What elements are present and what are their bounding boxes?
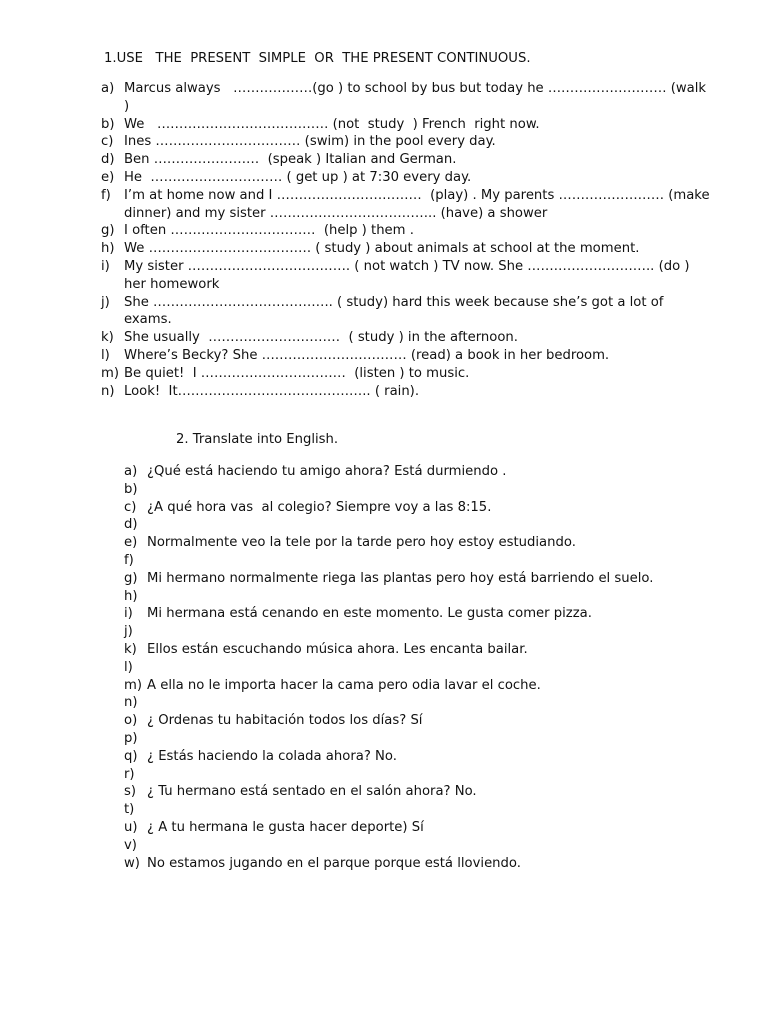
exercise-2-item [124, 694, 724, 712]
exercise-2-item [124, 534, 724, 552]
item-letter: j) [124, 624, 133, 640]
exercise-1-title: 1.USE THE PRESENT SIMPLE OR THE PRESENT CONTINUOUS. [104, 51, 531, 66]
item-text [147, 481, 724, 499]
item-letter: d) [101, 152, 115, 168]
item-text: Ines …………………………… (swim) in the pool every day. [124, 134, 496, 150]
item-text: She usually ………………………… ( study ) in the afternoon. [124, 330, 518, 346]
item-text [147, 766, 724, 784]
exercise-2-item [124, 641, 724, 659]
item-letter: l) [101, 347, 110, 363]
exercise-2-item [124, 570, 724, 588]
item-letter: c) [124, 499, 137, 515]
item-text: No estamos jugando en el parque porque está lloviendo. [147, 855, 521, 871]
item-text [147, 837, 724, 855]
exercise-1-item [101, 222, 713, 240]
item-text: ¿ Ordenas tu habitación todos los días? Sí [147, 713, 423, 729]
item-letter: g) [101, 223, 115, 239]
item-text [147, 588, 724, 606]
item-text: We ………………………………… (not study ) French right now. [124, 116, 540, 132]
item-letter: o) [124, 713, 138, 729]
exercise-2-item [124, 552, 724, 570]
item-letter: f) [124, 552, 134, 568]
item-text [147, 659, 724, 677]
item-text [147, 694, 724, 712]
exercise-1-item [101, 169, 713, 187]
exercise-1-item [101, 365, 713, 383]
exercise-1-item [101, 151, 713, 169]
item-letter: f) [101, 187, 111, 203]
item-letter: h) [101, 241, 115, 257]
exercise-2-item [124, 463, 724, 481]
exercise-1-item [101, 347, 713, 365]
exercise-2-item [124, 837, 724, 855]
item-letter: q) [124, 748, 138, 764]
exercise-2-title: 2. Translate into English. [176, 432, 339, 447]
item-text: ¿Qué está haciendo tu amigo ahora? Está durmiendo . [147, 464, 507, 479]
exercise-2-item [124, 748, 724, 766]
item-letter: i) [124, 606, 133, 622]
exercise-1-item [101, 133, 713, 151]
item-letter: j) [101, 294, 110, 310]
exercise-2-item [124, 783, 724, 801]
exercise-1-item [101, 80, 713, 116]
item-letter: v) [124, 837, 137, 853]
exercise-2-item [124, 801, 724, 819]
item-letter: l) [124, 659, 133, 675]
item-letter: g) [124, 570, 138, 586]
item-text: Look! It…………………………………….. ( rain). [124, 383, 420, 399]
exercise-2-item [124, 712, 724, 730]
exercise-2-item [124, 855, 724, 873]
item-letter: h) [124, 588, 138, 604]
item-text [147, 801, 724, 819]
exercise-1-item [101, 187, 713, 223]
exercise-2-item [124, 481, 724, 499]
item-letter: a) [101, 81, 115, 96]
item-text: She ………………………………….. ( study) hard this week because she’s got a lot of exams. [124, 294, 668, 328]
item-letter: a) [124, 464, 138, 479]
exercise-2-item [124, 766, 724, 784]
item-letter: t) [124, 802, 135, 818]
exercise-1-item [101, 116, 713, 134]
item-text: Be quiet! I …………………………… (listen ) to music. [124, 365, 470, 381]
item-letter: m) [101, 365, 119, 381]
item-text [147, 623, 724, 641]
exercise-2-item [124, 623, 724, 641]
exercise-2-item [124, 588, 724, 606]
item-letter: n) [101, 383, 115, 399]
item-text: ¿ Estás haciendo la colada ahora? No. [147, 748, 397, 764]
item-letter: k) [124, 641, 137, 657]
item-text: Ben …………………… (speak ) Italian and German. [124, 152, 457, 168]
item-letter: n) [124, 695, 138, 711]
item-letter: s) [124, 784, 137, 800]
item-text: Where’s Becky? She …………………………… (read) a book in her bedroom. [124, 347, 610, 363]
exercise-2-item [124, 819, 724, 837]
item-letter: w) [124, 855, 140, 871]
exercise-2-item [124, 516, 724, 534]
item-text: I often …………………………… (help ) them . [124, 223, 414, 239]
exercise-2-item [124, 499, 724, 517]
item-text: He ………………………… ( get up ) at 7:30 every day. [124, 169, 472, 185]
exercise-2-item [124, 605, 724, 623]
item-letter: b) [101, 116, 115, 132]
exercise-2-list [124, 463, 724, 872]
item-text: ¿ Tu hermano está sentado en el salón ahora? No. [147, 784, 477, 800]
exercise-1-list [101, 80, 713, 400]
exercise-1-item [101, 258, 713, 294]
item-text: My sister ………………………………. ( not watch ) TV now. She ……………………….. (do ) her homework [124, 258, 694, 292]
exercise-1-item [101, 240, 713, 258]
item-text: Marcus always ………………(go ) to school by bus but today he ……………………… (walk ) [124, 81, 715, 114]
exercise-1-item [101, 383, 713, 401]
item-text: A ella no le importa hacer la cama pero odia lavar el coche. [147, 677, 541, 693]
item-text: Ellos están escuchando música ahora. Les encanta bailar. [147, 641, 528, 657]
item-text: Mi hermano normalmente riega las plantas pero hoy está barriendo el suelo. [147, 570, 654, 586]
exercise-2-item [124, 730, 724, 748]
item-letter: p) [124, 730, 138, 746]
item-text: ¿ A tu hermana le gusta hacer deporte) Sí [147, 819, 424, 835]
exercise-2-item [124, 659, 724, 677]
item-letter: m) [124, 677, 142, 693]
item-text: Normalmente veo la tele por la tarde pero hoy estoy estudiando. [147, 535, 576, 551]
item-letter: r) [124, 766, 135, 782]
item-letter: e) [124, 535, 138, 551]
exercise-2-item [124, 677, 724, 695]
item-letter: b) [124, 481, 138, 497]
item-text: We ………………………………. ( study ) about animals at school at the moment. [124, 241, 640, 257]
item-text: I’m at home now and I …………………………… (play) . My parents …………………… (make dinner) and my sister ……………………………….. (have) a shower [124, 187, 714, 221]
exercise-1-item [101, 329, 713, 347]
item-text: ¿A qué hora vas al colegio? Siempre voy a las 8:15. [147, 499, 492, 515]
item-letter: c) [101, 134, 114, 150]
item-text [147, 516, 724, 534]
exercise-1-item [101, 294, 713, 330]
item-letter: d) [124, 517, 138, 533]
item-text: Mi hermana está cenando en este momento. Le gusta comer pizza. [147, 606, 592, 622]
item-letter: u) [124, 819, 138, 835]
item-text [147, 552, 724, 570]
item-letter: e) [101, 169, 115, 185]
item-letter: i) [101, 258, 110, 274]
item-text [147, 730, 724, 748]
item-letter: k) [101, 330, 114, 346]
